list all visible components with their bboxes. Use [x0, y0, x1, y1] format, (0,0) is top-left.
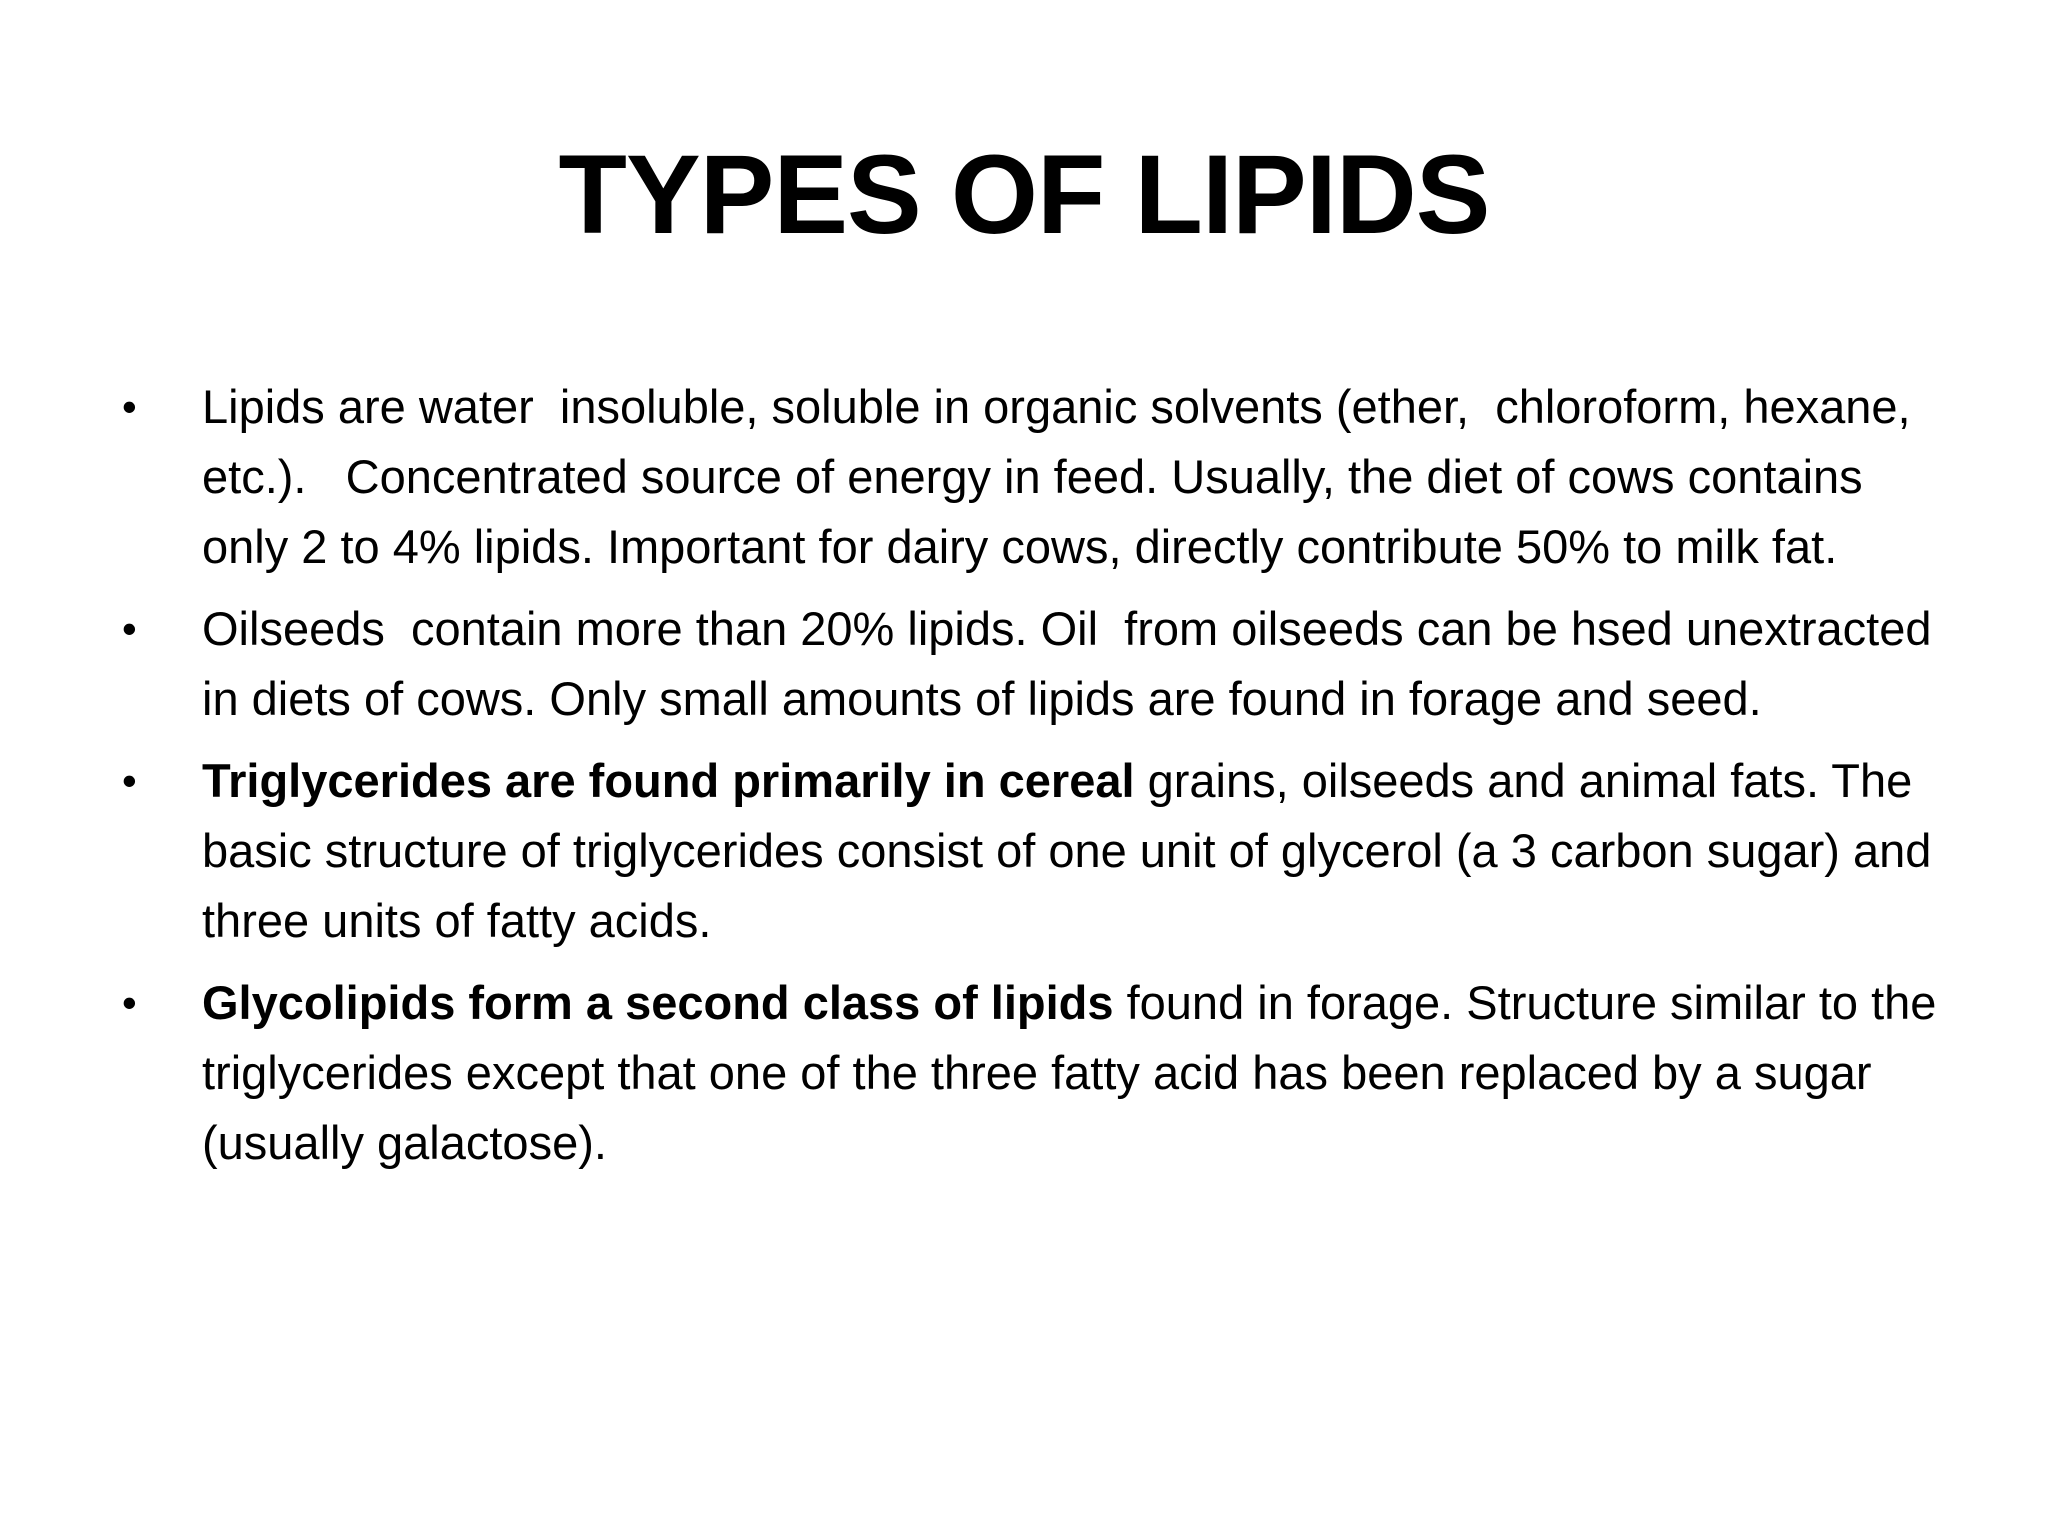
- bullet-item: [120, 594, 1960, 734]
- bullet-body-text: Lipids are water insoluble, soluble in organic solvents (ether, chloroform, hexane, etc.). Concentrated source of energy in feed. Usually, the diet of cows contains only 2 to 4% lipids. Important for dairy cows, directly contribute 50% to milk fat.: [202, 380, 1924, 573]
- bullet-body-text: grains, oilseeds and animal fats. The basic structure of triglycerides consist of one unit of glycerol (a 3 carbon sugar) and three units of fatty acids.: [202, 754, 1945, 947]
- bullet-item: [120, 372, 1960, 582]
- bullet-text: [202, 754, 1944, 947]
- bullet-body-text: found in forage. Structure similar to the triglycerides except that one of the three fatty acid has been replaced by a sugar (usually galactose).: [202, 976, 1950, 1169]
- bullet-text: [202, 602, 1945, 725]
- bullet-text: [202, 380, 1924, 573]
- slide-title: TYPES OF LIPIDS: [558, 132, 1490, 257]
- bullet-item: [120, 968, 1960, 1178]
- bullet-body-text: Oilseeds contain more than 20% lipids. Oil from oilseeds can be hsed unextracted in diets of cows. Only small amounts of lipids are found in forage and seed.: [202, 602, 1945, 725]
- bullet-dot-icon: •: [122, 605, 137, 652]
- bullet-dot-icon: •: [122, 383, 137, 430]
- bullet-item: [120, 746, 1960, 956]
- bullet-dot-icon: •: [122, 979, 137, 1026]
- bullet-bold-text: Triglycerides are found primarily in cereal: [202, 754, 1135, 807]
- bullet-list: [120, 372, 1960, 1190]
- bullet-dot-icon: •: [122, 757, 137, 804]
- bullet-bold-text: Glycolipids form a second class of lipids: [202, 976, 1114, 1029]
- bullet-text: [202, 976, 1950, 1169]
